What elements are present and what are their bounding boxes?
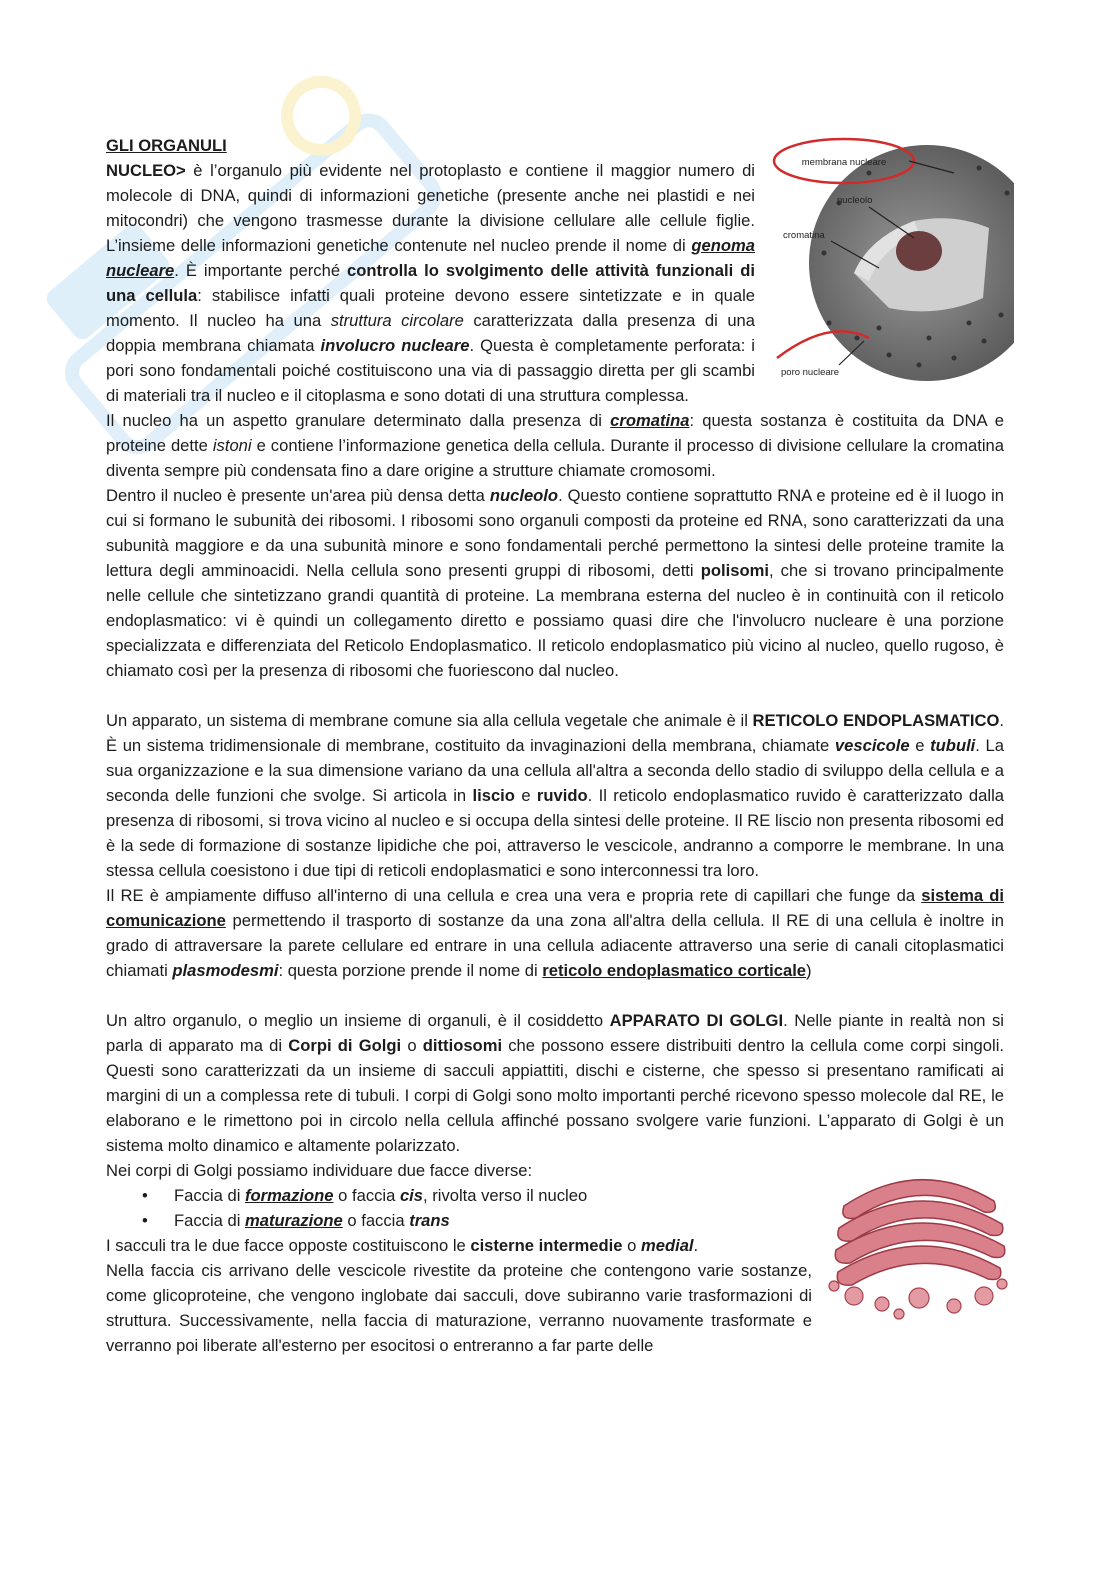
term-apparato-di-golgi: APPARATO DI GOLGI [609, 1011, 784, 1030]
paragraph-nucleo: NUCLEO> è l’organulo più evidente nel protoplasto e contiene il maggior numero di molecole di DNA, quindi di informazioni genetiche (presente anche nei plastidi e nei mitocondri) che vengono trasmesse durante la divisione cellulare alle cellule figlie. L’insieme delle informazioni genetiche contenute nel nucleo prende il nome di genoma nucleare. È importante perché controlla lo svolgimento delle attività funzionali di una cellula: stabilisce infatti quali proteine devono essere sintetizzate e in quale momento. Il nucleo ha una struttura circolare caratterizzata dalla presenza di una doppia membrana chiamata involucro nucleare. Questa è completamente perforata: i pori sono fondamentali poiché costituiscono una via di passaggio diretta per gli scambi di materiali tra il nucleo e il citoplasma e sono dotati di una struttura complessa. [106, 161, 756, 405]
paragraph-cromatina: Il nucleo ha un aspetto granulare determinato dalla presenza di cromatina: questa sostanza è costituita da DNA e proteine dette istoni e contiene l’informazione genetica della cellula. Durante il processo di divisione cellulare la cromatina diventa sempre più condensata fino a dare origine a strutture chiamate cromosomi. [106, 411, 1005, 480]
term-involucro-nucleare: involucro nucleare [320, 336, 470, 355]
page-title: GLI ORGANULI [106, 136, 227, 155]
list-item: • Faccia di formazione o faccia cis, rivolta verso il nucleo [142, 1183, 1004, 1208]
term-reticolo-endoplasmatico: RETICOLO ENDOPLASMATICO [752, 711, 1000, 730]
label-nucleolo: nucleolo [837, 195, 873, 206]
term-genoma-nucleare: genoma nucleare [106, 236, 755, 280]
label-poro-nucleare: poro nucleare [781, 367, 840, 378]
paragraph-re-comunicazione: Il RE è ampiamente diffuso all'interno di una cellula e crea una vera e propria rete di capillari che funge da sistema di comunicazione permettendo il trasporto di sostanze da una zona all'altra della cellula. Il RE di una cellula è inoltre in grado di attraversare la parete cellulare ed entrare in una cellula adiacente attraverso una serie di canali citoplasmatici chiamati plasmodesmi: questa porzione prende il nome di reticolo endoplasmatico corticale) [106, 886, 1004, 980]
term-nucleo: NUCLEO> [106, 161, 186, 180]
paragraph-facce-intro: Nei corpi di Golgi possiamo individuare due facce diverse: [106, 1161, 533, 1180]
golgi-faces-list [106, 1183, 1004, 1233]
label-membrana-nucleare: membrana nucleare [801, 157, 887, 168]
paragraph-nucleolo: Dentro il nucleo è presente un'area più densa detta nucleolo. Questo contiene soprattutto RNA e proteine ed è il luogo in cui si formano le subunità dei ribosomi. I ribosomi sono organuli composti da proteine ed RNA, sono caratterizzati da una subunità maggiore e da una subunità minore e sono fondamentali perché permettono la sintesi delle proteine tramite la lettura degli amminoacidi. Nella cellula sono presenti gruppi di ribosomi, detti polisomi, che si trovano principalmente nelle cellule che sintetizzano grandi quantità di proteine. La membrana esterna del nucleo è in continuità con il reticolo endoplasmatico: vi è quindi un collegamento diretto e possiamo quasi dire che l'involucro nucleare è una porzione specializzata e differenziata del Reticolo Endoplasmatico. Il reticolo endoplasmatico più vicino al nucleo, quello rugoso, è chiamato così per la presenza di ribosomi che fuoriescono dal nucleo. [106, 486, 1005, 680]
paragraph-reticolo: Un apparato, un sistema di membrane comune sia alla cellula vegetale che animale è il RETICOLO ENDOPLASMATICO. È un sistema tridimensionale di membrane, costituito da invaginazioni della membrana, chiamate vescicole e tubuli. La sua organizzazione e la sua dimensione variano da una cellula all'altra a seconda dello stadio di sviluppo della cellula e a seconda delle funzioni che svolge. Si articola in liscio e ruvido. Il reticolo endoplasmatico ruvido è caratterizzato dalla presenza di ribosomi, si trova vicino al nucleo e si occupa della sintesi delle proteine. Il RE liscio non presenta ribosomi ed è la sede di formazione di sostanze lipidiche che poi, attraverso le vescicole, andranno a comporre le membrane. In una stessa cellula coesistono i due tipi di reticoli endoplasmatici e sono interconnessi tra loro. [106, 711, 1004, 880]
term-polisomi: polisomi [700, 561, 769, 580]
term-reticolo-corticale: reticolo endoplasmatico corticale [542, 961, 807, 980]
document-page [106, 133, 1004, 1358]
term-maturazione: maturazione [245, 1211, 343, 1230]
term-cromatina: cromatina [610, 411, 690, 430]
term-nucleolo: nucleolo [489, 486, 559, 505]
nucleus-diagram [769, 133, 1014, 383]
golgi-apparatus-illustration [824, 1146, 1014, 1321]
list-item: • Faccia di maturazione o faccia trans [142, 1208, 1004, 1233]
term-plasmodesmi: plasmodesmi [172, 961, 279, 980]
term-formazione: formazione [245, 1186, 334, 1205]
paragraph-golgi: Un altro organulo, o meglio un insieme di organuli, è il cosiddetto APPARATO DI GOLGI. Nelle piante in realtà non si parla di apparato ma di Corpi di Golgi o dittiosomi che possono essere distribuiti dentro la cellula come corpi singoli. Questi sono caratterizzati da un insieme di sacculi appiattiti, dischi e cisterne, che spesso si presentano ramificati ai margini di un a complessa rete di tubuli. I corpi di Golgi sono molto importanti perché ricevono spesso molecole dal RE, le elaborano e le rimettono poi in circolo nella cellula affinché possano svolgere varie funzioni. L’apparato di Golgi è un sistema molto dinamico e altamente polarizzato. [106, 1011, 1004, 1155]
label-cromatina: cromatina [783, 230, 825, 241]
paragraph-faccia-cis: Nella faccia cis arrivano delle vescicole rivestite da proteine che contengono varie sostanze, come glicoproteine, che vengono inglobate dai sacculi, dove subiranno varie trasformazioni di struttura. Successivamente, nella faccia di maturazione, verranno nuovamente trasformate e verranno poi liberate all'esterno per esocitosi o entreranno a far parte delle [106, 1261, 812, 1355]
term-sistema-di-comunicazione: sistema di comunicazione [106, 886, 1004, 930]
nucleolus-shape [896, 231, 942, 271]
paragraph-cisterne: I sacculi tra le due facce opposte costituiscono le cisterne intermedie o medial. [106, 1236, 699, 1255]
